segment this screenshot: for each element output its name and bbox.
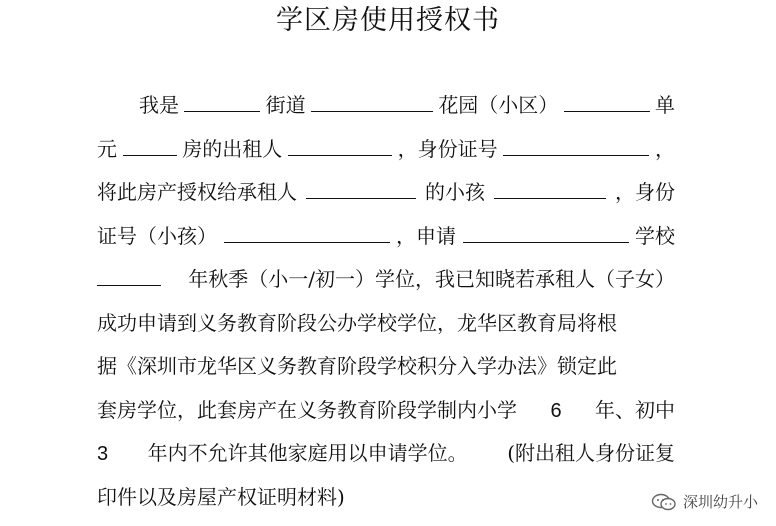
text-segment: ，申请 xyxy=(396,223,456,248)
document-title: 学区房使用授权书 xyxy=(276,5,500,36)
watermark xyxy=(651,491,758,512)
blank-child-id xyxy=(224,224,390,243)
blank-garden-name xyxy=(564,93,650,112)
text-segment: 街道 xyxy=(265,93,306,117)
text-segment: 学校 xyxy=(635,223,675,248)
body-line-10 xyxy=(97,476,675,520)
body-line-3 xyxy=(97,171,675,215)
blank-child-name xyxy=(494,180,606,199)
number-6: 6 xyxy=(550,399,562,422)
body-line-1 xyxy=(97,84,675,128)
body-line-7 xyxy=(97,345,675,389)
wechat-icon xyxy=(651,493,677,511)
authorization-body xyxy=(97,84,675,519)
number-3: 3 xyxy=(97,443,109,465)
text-segment: 将此房产授权给承租人 xyxy=(97,180,297,204)
text-segment: ，身份证号 xyxy=(397,136,498,161)
blank-school-name xyxy=(463,224,629,243)
text-segment: 我是 xyxy=(139,93,179,117)
body-line-2 xyxy=(97,128,675,172)
text-segment: 房的出租人 xyxy=(182,136,283,161)
text-segment: 印件以及房屋产权证明材料) xyxy=(97,484,345,509)
text-segment: ，身份 xyxy=(615,180,675,204)
text-segment: 年内不允许其他家庭用以申请学位。 xyxy=(147,441,468,465)
blank-lessor-id xyxy=(503,137,649,156)
blank-unit xyxy=(123,137,177,156)
body-line-4 xyxy=(97,215,675,259)
text-segment: (附出租人身份证复 xyxy=(507,441,675,465)
text-segment: 成功申请到义务教育阶段公办学校学位，龙华区教育局将根 xyxy=(97,310,617,335)
text-segment: 的小孩 xyxy=(425,180,485,204)
blank-tenant-name xyxy=(306,180,416,199)
body-line-9 xyxy=(97,432,675,476)
watermark-label: 深圳幼升小 xyxy=(682,493,758,511)
blank-street-name xyxy=(311,93,433,112)
text-segment: 单 xyxy=(654,93,675,117)
blank-lessor-name xyxy=(288,137,392,156)
text-segment: 据《深圳市龙华区义务教育阶段学校积分入学办法》锁定此 xyxy=(97,354,617,378)
text-segment: 年、初中 xyxy=(595,397,675,422)
blank-year xyxy=(97,267,161,286)
text-segment: 花园（小区） xyxy=(438,93,559,117)
blank-street-number xyxy=(184,93,260,112)
text-segment: ， xyxy=(654,136,675,161)
body-line-6 xyxy=(97,302,675,346)
text-segment: 年秋季（小一/初一）学位，我已知晓若承租人（子女） xyxy=(188,267,675,291)
body-line-5 xyxy=(97,258,675,302)
text-segment: 证号（小孩） xyxy=(97,223,217,248)
text-segment: 元 xyxy=(97,136,117,161)
text-segment: 套房学位，此套房产在义务教育阶段学制内小学 xyxy=(97,397,517,422)
body-line-8 xyxy=(97,389,675,433)
